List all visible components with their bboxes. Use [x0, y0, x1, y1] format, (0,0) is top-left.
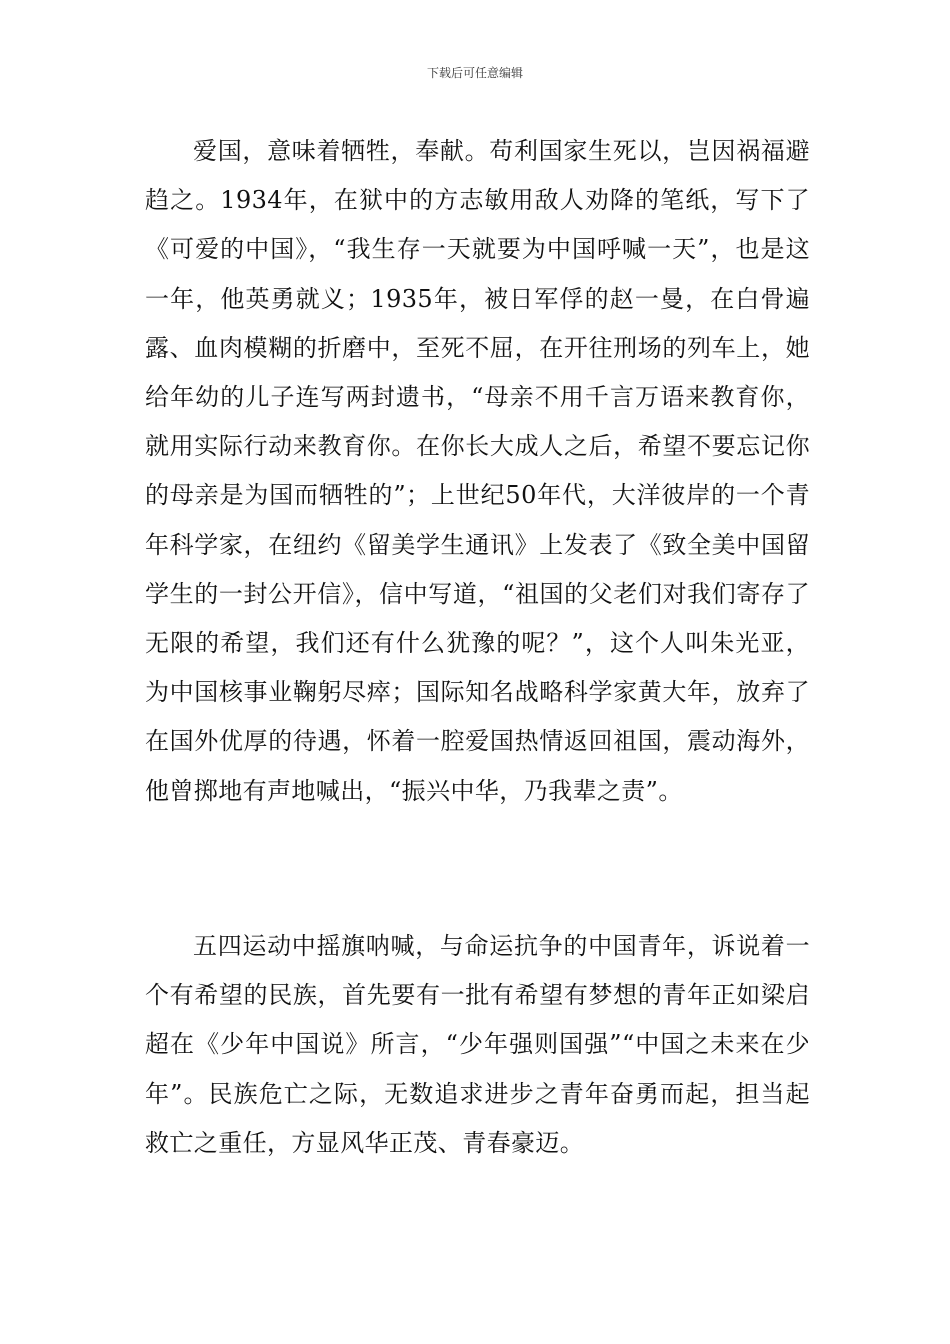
- paragraph-patriotism: 爱国，意味着牺牲，奉献。苟利国家生死以，岂因祸福避趋之。1934年，在狱中的方志敏用敌人劝降的笔纸，写下了《可爱的中国》，“我生存一天就要为中国呼喊一天”，也是这一年，他英勇就义；1935年，被日军俘的赵一曼，在白骨遍露、血肉模糊的折磨中，至死不屈，在开往刑场的列车上，她给年幼的儿子连写两封遗书，“母亲不用千言万语来教育你，就用实际行动来教育你。在你长大成人之后，希望不要忘记你的母亲是为国而牺牲的”；上世纪50年代，大洋彼岸的一个青年科学家，在纽约《留美学生通讯》上发表了《致全美中国留学生的一封公开信》，信中写道，“祖国的父老们对我们寄存了无限的希望，我们还有什么犹豫的呢？”，这个人叫朱光亚，为中国核事业鞠躬尽瘁；国际知名战略科学家黄大年，放弃了在国外优厚的待遇，怀着一腔爱国热情返回祖国，震动海外，他曾掷地有声地喊出，“振兴中华，乃我辈之责”。: [145, 137, 810, 805]
- page-header-note: 下载后可任意编辑: [426, 66, 523, 80]
- paragraph-may-fourth: 五四运动中摇旗呐喊，与命运抗争的中国青年，诉说着一个有希望的民族，首先要有一批有希望有梦想的青年正如梁启超在《少年中国说》所言，“少年强则国强”“中国之未来在少年”。民族危亡之际，无数追求进步之青年奋勇而起，担当起救亡之重任，方显风华正茂、青春豪迈。: [145, 932, 810, 1157]
